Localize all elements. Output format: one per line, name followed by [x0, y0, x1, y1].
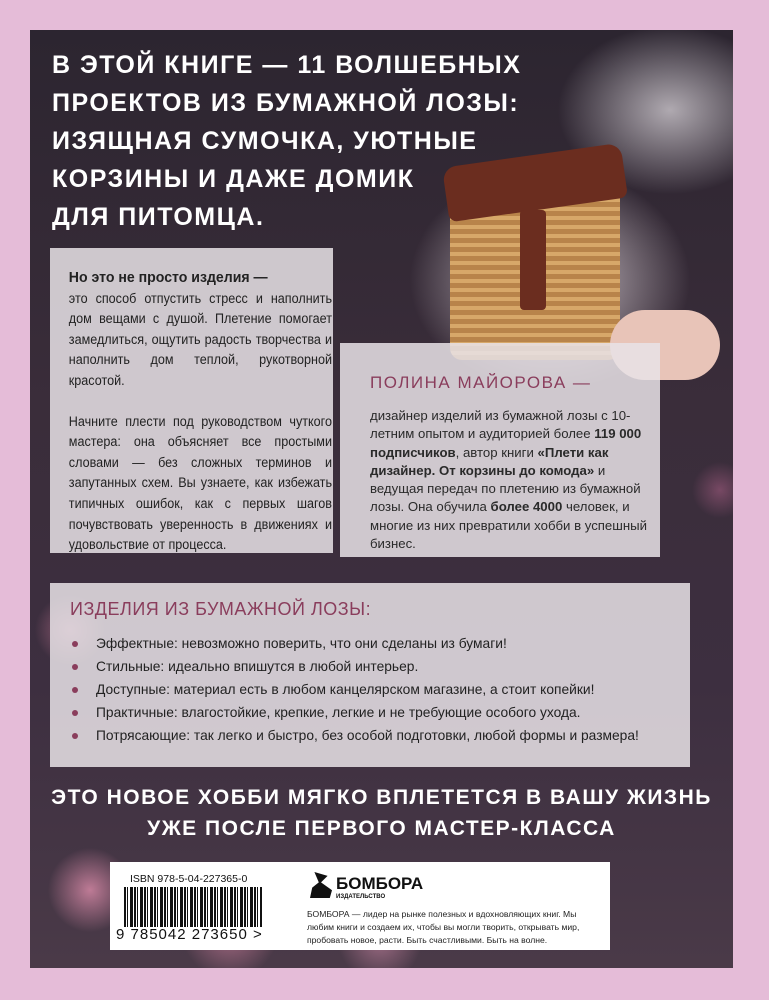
bio-text: дизайнер изделий из бумажной лозы с 10-летним опытом и аудиторией более	[370, 408, 631, 442]
publisher-description: БОМБОРА — лидер на рынке полезных и вдохновляющих книг. Мы любим книги и создаем их, чтобы вы могли творить, открывать мир, пробовать новое, расти. Быть счастливыми. Быть на волне.	[307, 909, 580, 945]
bio-bold: 119 000 подписчиков	[370, 426, 642, 460]
barcode-number: 9 785042 273650 >	[116, 926, 263, 943]
bio-text: , автор книги	[455, 444, 538, 460]
publisher-sub: ИЗДАТЕЛЬСТВО	[336, 894, 386, 900]
leather-strap	[520, 210, 546, 310]
feature-item: Стильные: идеально впишутся в любой интерьер.	[70, 655, 690, 678]
intro-panel	[50, 248, 333, 553]
barcode	[124, 887, 262, 927]
publisher-logo-icon	[310, 872, 332, 898]
isbn: ISBN 978-5-04-227365-0	[130, 873, 248, 885]
bio-bold: «Плети как дизайнер. От корзины до комода»	[370, 444, 609, 478]
slogan	[30, 782, 733, 844]
bio-text: и ведущая передач по плетению из бумажной лозы. Она обучила	[370, 462, 641, 515]
slogan-line: ЭТО НОВОЕ ХОББИ МЯГКО ВПЛЕТЕТСЯ В ВАШУ ЖИЗНЬ	[51, 786, 712, 809]
headline	[52, 46, 521, 236]
feature-item: Практичные: влагостойкие, крепкие, легкие и не требующие особого ухода.	[70, 701, 690, 724]
feature-item: Потрясающие: так легко и быстро, без особой подготовки, любой формы и размера!	[70, 724, 690, 747]
author-panel	[340, 343, 660, 557]
feature-item: Эффектные: невозможно поверить, что они сделаны из бумаги!	[70, 632, 690, 655]
features-list	[50, 632, 690, 747]
imprint-box	[110, 862, 610, 950]
headline-line: ИЗЯЩНАЯ СУМОЧКА, УЮТНЫЕ	[52, 127, 478, 155]
headline-line: КОРЗИНЫ И ДАЖЕ ДОМИК	[52, 165, 415, 193]
intro-paragraph: Начните плести под руководством чуткого мастера: она объясняет все простыми словами — без сложных терминов и запутанных схем. Вы узнаете, как избежать типичных ошибок, как с первых шагов почувствовать уверенность в движениях и удовольствие от процесса.	[68, 413, 333, 553]
headline-line: ПРОЕКТОВ ИЗ БУМАЖНОЙ ЛОЗЫ:	[52, 89, 520, 117]
author-bio	[370, 407, 660, 553]
headline-line: ДЛЯ ПИТОМЦА.	[52, 203, 265, 231]
features-title: ИЗДЕЛИЯ ИЗ БУМАЖНОЙ ЛОЗЫ:	[70, 599, 372, 619]
book-back-cover	[30, 30, 733, 968]
headline-line: В ЭТОЙ КНИГЕ — 11 ВОЛШЕБНЫХ	[52, 51, 522, 79]
bio-bold: более 4000	[490, 499, 563, 515]
bio-text: человек, и многие из них превратили хобби в успешный бизнес.	[370, 499, 647, 552]
intro-paragraph: это способ отпустить стресс и наполнить дом вещами с душой. Плетение помогает замедлиться, ощутить радость творчества и наполнить дом теплой, рукотворной красотой.	[68, 290, 333, 388]
slogan-line: УЖЕ ПОСЛЕ ПЕРВОГО МАСТЕР-КЛАССА	[147, 817, 616, 840]
author-name: ПОЛИНА МАЙОРОВА —	[370, 373, 592, 392]
intro-lead: Но это не просто изделия —	[68, 269, 268, 286]
publisher-logo: БОМБОРА	[336, 874, 424, 893]
features-panel	[50, 583, 690, 767]
feature-item: Доступные: материал есть в любом канцелярском магазине, а стоит копейки!	[70, 678, 690, 701]
